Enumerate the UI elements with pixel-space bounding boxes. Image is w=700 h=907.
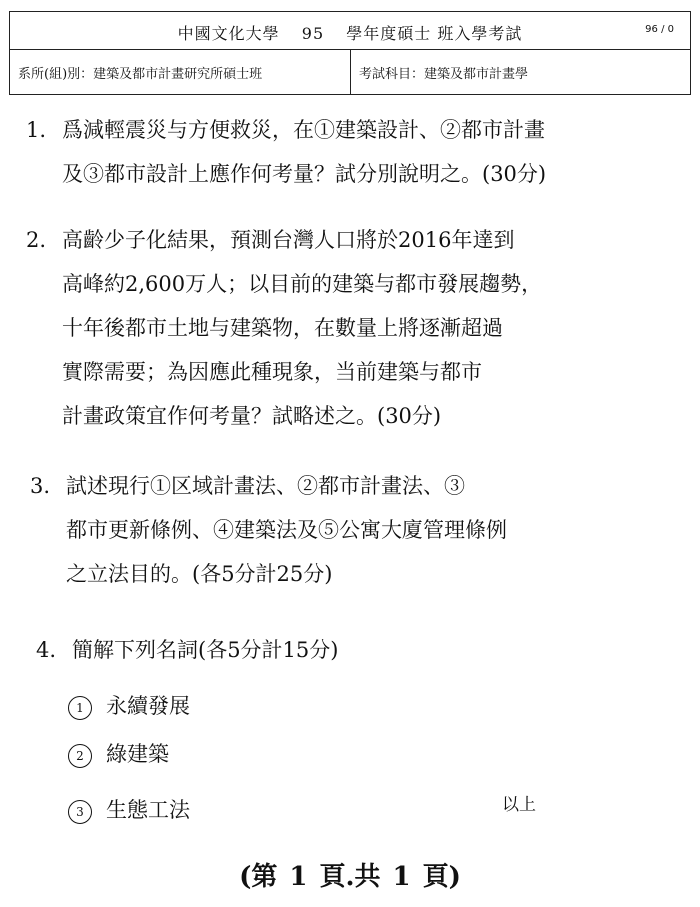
question-text: 計畫政策宜作何考量？試略述之。(30分) <box>62 404 442 428</box>
school-name: 中國文化大學 <box>177 24 280 43</box>
question-2 <box>26 218 542 438</box>
department-cell <box>10 49 351 94</box>
term-text: 綠建築 <box>106 742 169 766</box>
term-text: 生態工法 <box>106 798 190 822</box>
footer-mid: 頁.共 <box>319 862 381 892</box>
question-3 <box>30 464 507 596</box>
term-number: 1 <box>68 696 92 720</box>
exam-title <box>10 21 690 44</box>
question-text: 實際需要；為因應此種現象，当前建築与都市 <box>62 360 482 384</box>
question-number: 4. <box>36 638 57 662</box>
question-line <box>26 218 542 262</box>
question-line <box>26 262 542 306</box>
question-text: 高峰約2,600万人；以目前的建築与都市發展趨勢， <box>62 272 543 296</box>
exam-header <box>9 11 691 95</box>
question-text: 及③都市設計上應作何考量？試分別說明之。(30分) <box>62 162 547 186</box>
question-line <box>26 152 546 196</box>
term-item <box>68 738 169 768</box>
question-text: 高齡少子化結果，預測台灣人口將於2016年達到 <box>62 228 515 252</box>
question-number: 1. <box>26 118 47 142</box>
question-line <box>26 350 542 394</box>
question-text: 之立法目的。(各5分計25分) <box>66 562 333 586</box>
term-item <box>68 690 190 720</box>
footer-close: 頁) <box>422 862 461 892</box>
question-line <box>26 394 542 438</box>
header-info-row <box>10 49 690 94</box>
question-text: 都市更新條例、④建築法及⑤公寓大廈管理條例 <box>66 518 507 542</box>
question-line <box>36 628 338 672</box>
footer-page-number: 1 <box>289 862 308 892</box>
end-mark: 以上 <box>502 795 536 815</box>
question-line <box>30 508 507 552</box>
question-line <box>26 306 542 350</box>
question-text: 十年後都市土地与建築物，在數量上將逐漸超過 <box>62 316 503 340</box>
term-number: 3 <box>68 800 92 824</box>
header-title-row <box>10 12 690 50</box>
question-line <box>26 108 546 152</box>
question-line <box>30 552 507 596</box>
footer-total-pages: 1 <box>392 862 411 892</box>
exam-code: 96 / 0 <box>645 24 674 35</box>
question-text: 爲減輕震災与方便救災，在①建築設計、②都市計畫 <box>62 118 545 142</box>
page-footer <box>0 856 700 893</box>
footer-open: (第 <box>239 862 278 892</box>
exam-name: 學年度碩士 班入學考試 <box>346 24 523 43</box>
subject-label: 考試科目：建築及都市計畫學 <box>359 67 529 82</box>
term-item <box>68 794 190 824</box>
department-label: 系所(組)別：建築及都市計畫研究所碩士班 <box>18 67 263 82</box>
question-text: 試述現行①区域計畫法、②都市計畫法、③ <box>66 474 465 498</box>
term-text: 永續發展 <box>106 694 190 718</box>
question-text: 簡解下列名詞(各5分計15分) <box>72 638 339 662</box>
question-1 <box>26 108 546 196</box>
question-line <box>30 464 507 508</box>
academic-year: 95 <box>301 24 325 43</box>
question-4 <box>36 628 338 672</box>
term-number: 2 <box>68 744 92 768</box>
question-number: 3. <box>30 474 51 498</box>
subject-cell <box>351 49 690 94</box>
question-number: 2. <box>26 228 47 252</box>
